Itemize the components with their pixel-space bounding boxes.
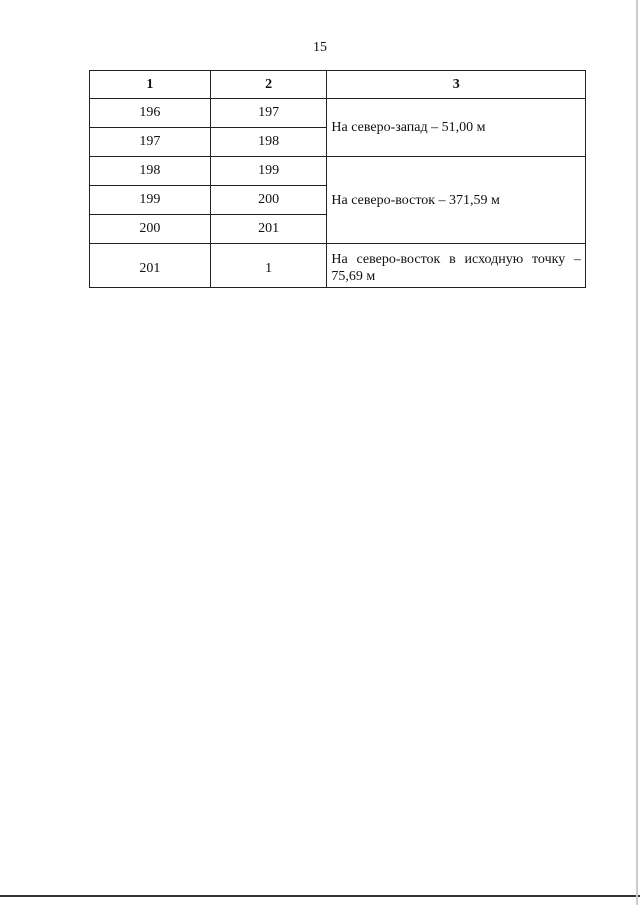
- point-from: 199: [90, 186, 211, 215]
- scan-edge-right: [636, 0, 638, 905]
- direction-description: На северо-запад – 51,00 м: [327, 99, 586, 157]
- point-to: 200: [210, 186, 327, 215]
- point-to: 198: [210, 128, 327, 157]
- page-number: 15: [313, 40, 327, 55]
- direction-description: На северо-восток в исходную точку – 75,69 м: [327, 244, 586, 288]
- scan-edge-bottom: [0, 895, 640, 897]
- column-header-2: 2: [210, 71, 327, 99]
- point-from: 197: [90, 128, 211, 157]
- table-row: [90, 244, 586, 288]
- point-from: 201: [90, 244, 211, 288]
- table-row: [90, 157, 586, 186]
- point-from: 196: [90, 99, 211, 128]
- point-from: 198: [90, 157, 211, 186]
- point-to: 1: [210, 244, 327, 288]
- column-header-1: 1: [90, 71, 211, 99]
- point-to: 199: [210, 157, 327, 186]
- direction-description: На северо-восток – 371,59 м: [327, 157, 586, 244]
- route-table: [89, 70, 586, 288]
- table-header-row: [90, 71, 586, 99]
- point-to: 197: [210, 99, 327, 128]
- point-from: 200: [90, 215, 211, 244]
- table-row: [90, 99, 586, 128]
- column-header-3: 3: [327, 71, 586, 99]
- point-to: 201: [210, 215, 327, 244]
